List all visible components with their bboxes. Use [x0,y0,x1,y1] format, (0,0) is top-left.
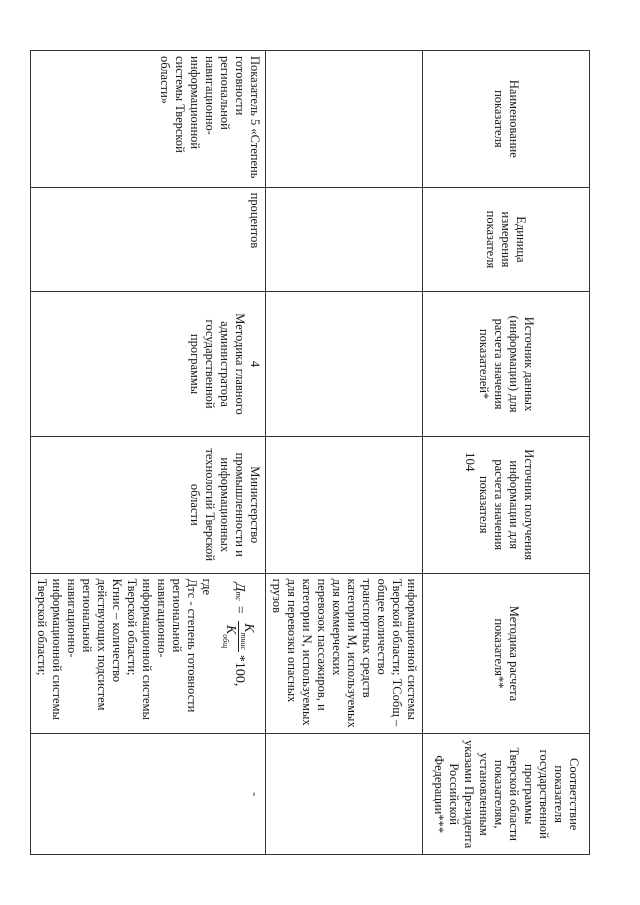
indicator-method-cell [31,573,266,734]
indicator-unit-cell: процентов [31,187,266,292]
header-info-source: Источник получения информации для расчета значения показателя [423,436,590,573]
formula-denominator: K [222,624,238,635]
header-indicator-name: Наименование показателя [423,51,590,188]
formula-multiplier: *100, [231,654,247,687]
formula-numerator-sub: тнис [239,632,249,650]
header-calc-method: Методика расчета показателя** [423,573,590,734]
formula-fraction [220,621,256,652]
formula-lhs-sub: тс [233,591,243,601]
indicators-table [30,50,590,855]
indicator-info-source-cell: Министерство промышленности и информационных технологий Тверской области [31,436,266,573]
formula-numerator: K [241,623,256,633]
indicator-data-source-cell [31,292,266,437]
table-header-row [423,51,590,855]
method-definition-2: Кrнис – количество действующих подсистем региональной навигационно-информационной системы Тверской области; [35,578,125,720]
data-source-code: 4 [248,360,262,368]
header-data-source: Источник данных (информации) для расчета значения показателей* [423,292,590,437]
indicator-compliance-cell: - [31,734,266,855]
method-definition-1: Дтс - степень готовности региональной навигационно-информационной системы Тверской области; [125,578,200,720]
rotated-table-sheet [35,50,590,855]
header-compliance: Соответствие показателя государственной программы Тверской области показателям, установленным указами Президента Российской Федерации*** [423,734,590,855]
readiness-formula: Д тс = $K_{тнис}$ $K_{общ}$ *100, [220,582,256,687]
page-number: 104 [463,452,478,472]
table-row-continuation [266,51,423,855]
table-row-indicator-5 [31,51,266,855]
header-unit: Единица измерения показателя [423,187,590,292]
continuation-method-cell: информационной системы Тверской области; TCобщ – общее количество транспортных средств категории M, используемых для коммерческих перевозок пассажиров, и категории N, используемых для перевозки опасных грузов [266,573,423,734]
indicator-name-cell: Показатель 5 «Степень готовности региональной навигационно-информационной системы Тверской области» [31,51,266,188]
formula-lhs: Д [231,582,247,592]
method-where: где [200,578,215,595]
formula-denominator-sub: общ [220,634,230,649]
data-source-text: Методика главного администратора государственной программы [188,313,247,415]
